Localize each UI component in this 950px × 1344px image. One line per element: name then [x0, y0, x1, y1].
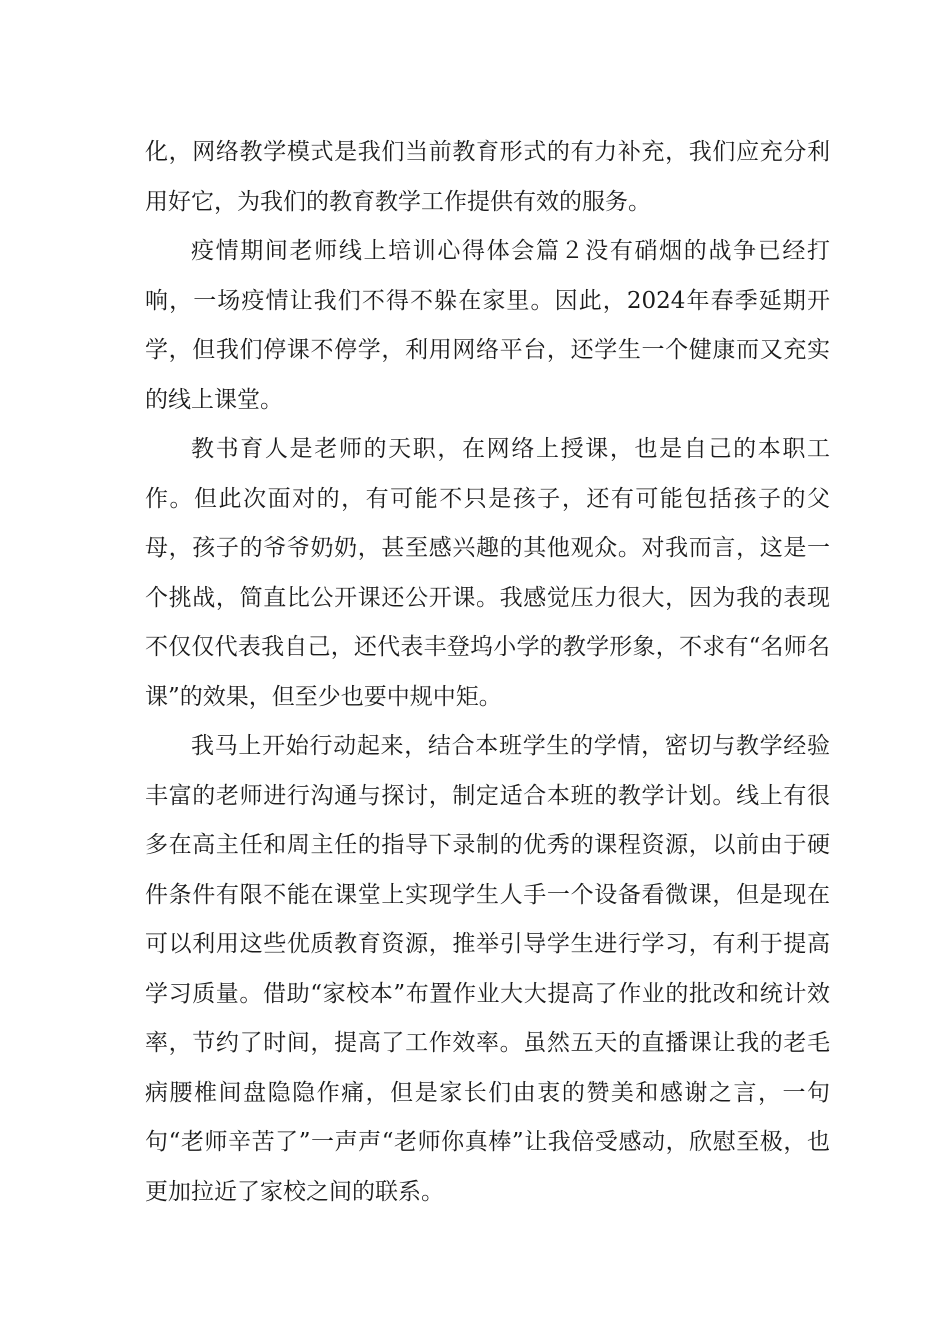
paragraph-2: 疫情期间老师线上培训心得体会篇２没有硝烟的战争已经打响，一场疫情让我们不得不躲在家里。因此，2024年春季延期开学，但我们停课不停学，利用网络平台，还学生一个健康而又充实的线上课堂。: [145, 238, 830, 413]
paragraph-4: 我马上开始行动起来，结合本班学生的学情，密切与教学经验丰富的老师进行沟通与探讨，制定适合本班的教学计划。线上有很多在高主任和周主任的指导下录制的优秀的课程资源，以前由于硬件条件有限不能在课堂上实现学生人手一个设备看微课，但是现在可以利用这些优质教育资源，推举引导学生进行学习，有利于提高学习质量。借助“家校本”布置作业大大提高了作业的批改和统计效率，节约了时间，提高了工作效率。虽然五天的直播课让我的老毛病腰椎间盘隐隐作痛，但是家长们由衷的赞美和感谢之言，一句句“老师辛苦了”一声声“老师你真棒”让我倍受感动，欣慰至极，也更加拉近了家校之间的联系。: [145, 733, 830, 1205]
paragraph-1: 化，网络教学模式是我们当前教育形式的有力补充，我们应充分利用好它，为我们的教育教学工作提供有效的服务。: [145, 139, 830, 215]
paragraph-3: 教书育人是老师的天职，在网络上授课，也是自己的本职工作。但此次面对的，有可能不只是孩子，还有可能包括孩子的父母，孩子的爷爷奶奶，甚至感兴趣的其他观众。对我而言，这是一个挑战，简直比公开课还公开课。我感觉压力很大，因为我的表现不仅仅代表我自己，还代表丰登坞小学的教学形象，不求有“名师名课”的效果，但至少也要中规中矩。: [145, 436, 830, 710]
document-page: [145, 128, 830, 1217]
